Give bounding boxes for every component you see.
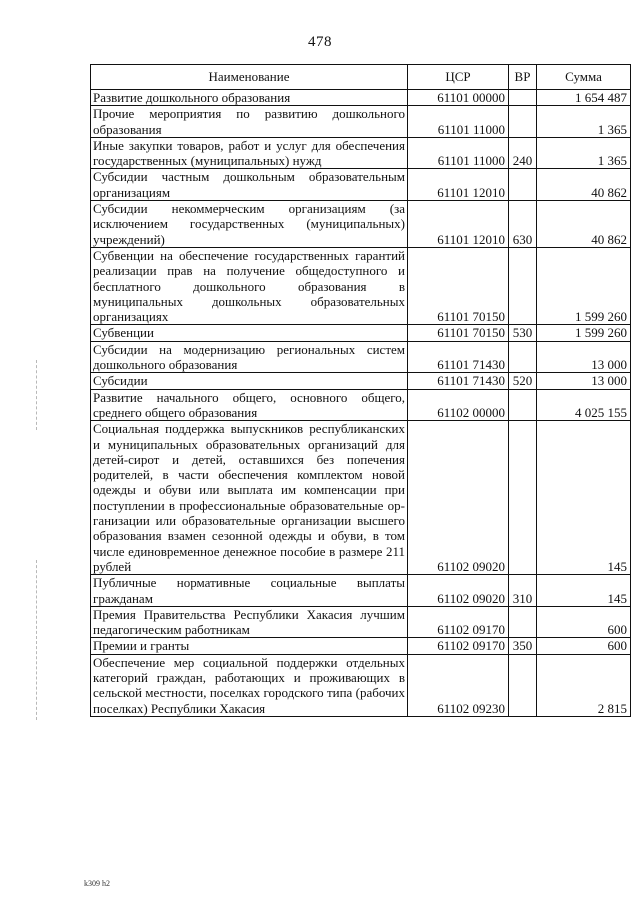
row-vr: 310 xyxy=(509,575,537,607)
header-vr: ВР xyxy=(509,65,537,90)
row-name: Публичные нормативные социальные выплаты гражданам xyxy=(91,575,408,607)
page-number: 478 xyxy=(308,34,332,50)
row-csr: 61101 71430 xyxy=(408,373,509,389)
row-sum: 600 xyxy=(537,606,631,638)
row-sum: 1 365 xyxy=(537,137,631,169)
row-sum: 1 365 xyxy=(537,106,631,138)
row-vr xyxy=(509,169,537,201)
row-csr: 61101 12010 xyxy=(408,169,509,201)
table-row xyxy=(91,137,631,169)
row-sum: 40 862 xyxy=(537,169,631,201)
table-row xyxy=(91,169,631,201)
header-csr: ЦСР xyxy=(408,65,509,90)
row-sum: 1 599 260 xyxy=(537,247,631,324)
table-row xyxy=(91,389,631,421)
row-csr: 61101 12010 xyxy=(408,201,509,248)
row-csr: 61102 09020 xyxy=(408,575,509,607)
row-name: Премии и гранты xyxy=(91,638,408,654)
row-name: Обеспечение мер социальной поддержки отдельных категорий граждан, работающих и проживающих в сельской местности, поселках городского типа (рабочих поселках) Республики Хакасия xyxy=(91,654,408,716)
margin-rule-upper xyxy=(36,360,37,430)
row-vr xyxy=(509,421,537,575)
row-vr xyxy=(509,247,537,324)
row-name: Развитие начального общего, основного общего, среднего общего образования xyxy=(91,389,408,421)
row-vr xyxy=(509,341,537,373)
row-sum: 1 599 260 xyxy=(537,325,631,341)
table-row xyxy=(91,373,631,389)
row-csr: 61102 09020 xyxy=(408,421,509,575)
row-sum: 2 815 xyxy=(537,654,631,716)
row-name: Субсидии на модернизацию региональных систем дошкольного образования xyxy=(91,341,408,373)
row-name: Субсидии некоммерческим организациям (за исключением государственных (муниципальных) учреждений) xyxy=(91,201,408,248)
row-csr: 61101 71430 xyxy=(408,341,509,373)
row-sum: 13 000 xyxy=(537,373,631,389)
row-vr: 630 xyxy=(509,201,537,248)
row-csr: 61102 09170 xyxy=(408,606,509,638)
row-csr: 61101 70150 xyxy=(408,247,509,324)
header-sum: Сумма xyxy=(537,65,631,90)
row-name: Субвенции на обеспечение государственных гарантий реализации прав на получение общедоступного и бесплатного дошкольного образования в муниципальных дошкольных образовательных организациях xyxy=(91,247,408,324)
table-row xyxy=(91,90,631,106)
row-name: Субсидии частным дошкольным образовательным организациям xyxy=(91,169,408,201)
row-sum: 4 025 155 xyxy=(537,389,631,421)
row-sum: 40 862 xyxy=(537,201,631,248)
row-sum: 145 xyxy=(537,575,631,607)
row-vr: 240 xyxy=(509,137,537,169)
row-name: Субсидии xyxy=(91,373,408,389)
row-csr: 61101 11000 xyxy=(408,106,509,138)
row-csr: 61102 09170 xyxy=(408,638,509,654)
row-csr: 61102 09230 xyxy=(408,654,509,716)
row-vr: 350 xyxy=(509,638,537,654)
row-name: Премия Правительства Республики Хакасия лучшим педагогическим работникам xyxy=(91,606,408,638)
row-vr xyxy=(509,90,537,106)
budget-table xyxy=(90,64,631,717)
row-sum: 600 xyxy=(537,638,631,654)
table-row xyxy=(91,606,631,638)
row-csr: 61101 70150 xyxy=(408,325,509,341)
row-csr: 61101 11000 xyxy=(408,137,509,169)
footer-code: k309 h2 xyxy=(84,879,110,888)
row-vr xyxy=(509,606,537,638)
table-header-row xyxy=(91,65,631,90)
table-row xyxy=(91,654,631,716)
row-vr xyxy=(509,389,537,421)
row-sum: 145 xyxy=(537,421,631,575)
row-csr: 61102 00000 xyxy=(408,389,509,421)
header-name: Наименование xyxy=(91,65,408,90)
table-row xyxy=(91,106,631,138)
row-csr: 61101 00000 xyxy=(408,90,509,106)
table-row xyxy=(91,325,631,341)
row-name: Развитие дошкольного образования xyxy=(91,90,408,106)
row-name: Иные закупки товаров, работ и услуг для обеспечения государственных (муниципальных) нужд xyxy=(91,137,408,169)
margin-rule-lower xyxy=(36,560,37,720)
table-row xyxy=(91,421,631,575)
table-row xyxy=(91,575,631,607)
row-name: Субвенции xyxy=(91,325,408,341)
row-vr: 520 xyxy=(509,373,537,389)
row-sum: 13 000 xyxy=(537,341,631,373)
table-row xyxy=(91,341,631,373)
row-vr xyxy=(509,106,537,138)
table-row xyxy=(91,247,631,324)
row-name: Прочие мероприятия по развитию дошкольного образования xyxy=(91,106,408,138)
row-vr xyxy=(509,654,537,716)
row-name: Социальная поддержка выпускников республиканских и муниципальных образовательных организаций для детей-сирот и детей, оставшихся без попечения родителей, в части обеспечения комплектом новой одежды и обуви или выплата им компенсации при поступлении в профессиональные образовательные организации или образовательные организации высшего образования взамен сезонной одежды и обуви, в том числе единовременное денежное пособие в размере 211 рублей xyxy=(91,421,408,575)
row-vr: 530 xyxy=(509,325,537,341)
table-row xyxy=(91,638,631,654)
row-sum: 1 654 487 xyxy=(537,90,631,106)
table-row xyxy=(91,201,631,248)
